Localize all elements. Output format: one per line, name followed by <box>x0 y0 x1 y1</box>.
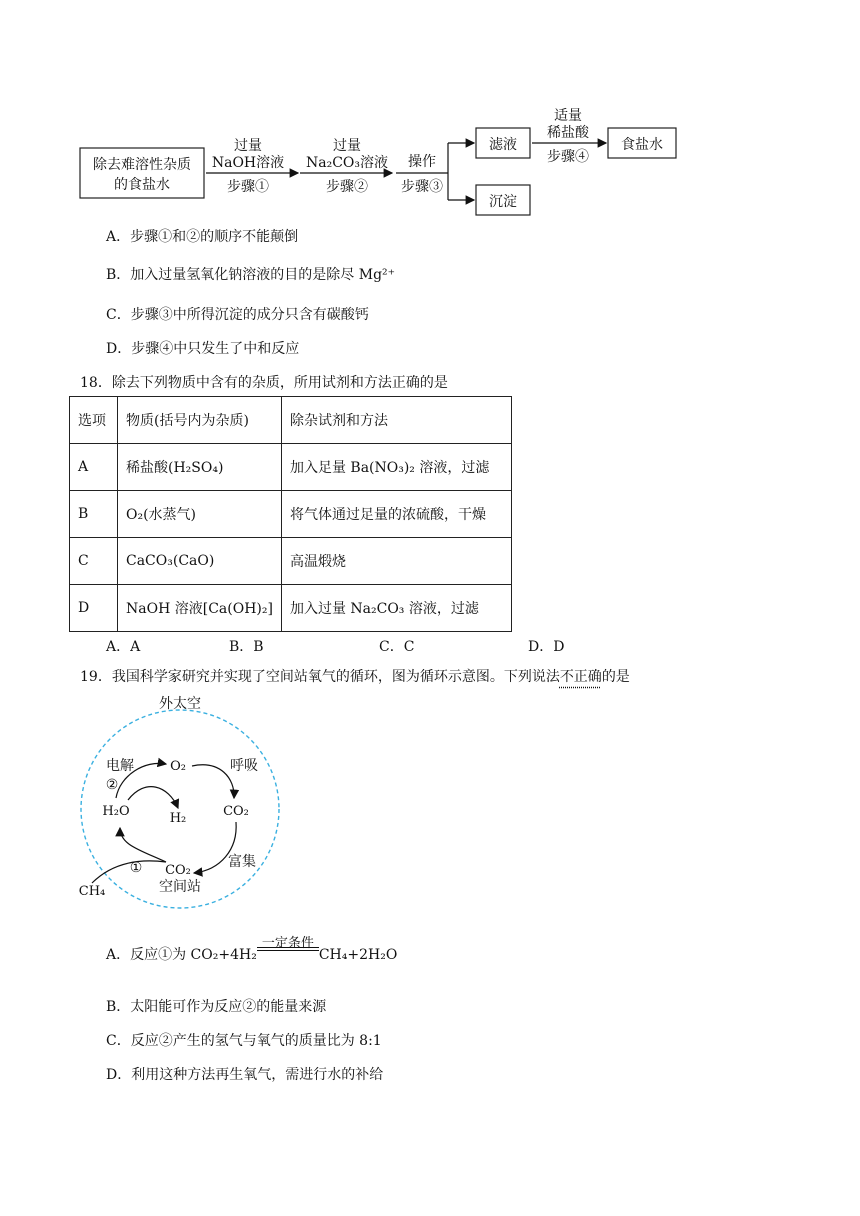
q17-option-d: D．步骤④中只发生了中和反应 <box>106 341 300 357</box>
q17-option-c: C．步骤③中所得沉淀的成分只含有碳酸钙 <box>106 307 369 323</box>
table-row <box>70 491 512 538</box>
table-header-cell: 除杂试剂和方法 <box>281 397 511 444</box>
table-cell: 高温煅烧 <box>281 538 511 585</box>
arrow-co2-to-h2o <box>120 828 166 862</box>
table-cell: B <box>70 491 118 538</box>
table-header-cell: 物质(括号内为杂质) <box>118 397 282 444</box>
q19-option-a-pre: A．反应①为 CO₂+4H₂ <box>106 947 257 963</box>
cycle-co2-right: CO₂ <box>223 804 249 819</box>
q18-table <box>69 396 512 632</box>
flow-precipitate: 沉淀 <box>489 194 517 210</box>
flow-a1-top2: NaOH溶液 <box>211 155 285 171</box>
cycle-h2: H₂ <box>169 811 187 826</box>
table-cell: O₂(水蒸气) <box>118 491 282 538</box>
flow-a3-top: 操作 <box>408 154 436 170</box>
flow-a2-top1: 过量 <box>333 138 361 154</box>
q18-answer-d: D．D <box>528 639 565 655</box>
q19-option-a-post: CH₄+2H₂O <box>318 947 398 963</box>
q18-stem: 18．除去下列物质中含有的杂质，所用试剂和方法正确的是 <box>80 375 448 391</box>
table-cell: NaOH 溶液[Ca(OH)₂] <box>118 585 282 632</box>
q17-option-b: B．加入过量氢氧化钠溶液的目的是除尽 Mg²⁺ <box>106 267 396 283</box>
q18-answer-c: C．C <box>379 639 415 655</box>
q18-answer-b: B．B <box>229 639 264 655</box>
q19-stem-pre: 19．我国科学家研究并实现了空间站氧气的循环，图为循环示意图。下列说法 <box>80 669 560 685</box>
table-cell: C <box>70 538 118 585</box>
flow-filtrate: 滤液 <box>489 137 517 153</box>
cycle-step2: ② <box>105 777 119 793</box>
flow-a1-top1: 过量 <box>234 138 262 154</box>
q17-option-a: A．步骤①和②的顺序不能颠倒 <box>106 229 299 245</box>
q19-option-b: B．太阳能可作为反应②的能量来源 <box>106 999 327 1015</box>
cycle-electrolysis: 电解 <box>106 758 134 774</box>
table-cell: 稀盐酸(H₂SO₄) <box>118 444 282 491</box>
cycle-outer-label: 外太空 <box>159 696 201 712</box>
reaction-condition-label: 一定条件 <box>261 936 314 951</box>
cycle-step1: ① <box>129 860 143 876</box>
flow-a4-top1: 适量 <box>554 108 582 124</box>
q19-stem <box>80 666 630 686</box>
table-cell: D <box>70 585 118 632</box>
table-row <box>70 538 512 585</box>
flow-a1-bot: 步骤① <box>227 179 269 195</box>
flow-a2-bot: 步骤② <box>326 179 368 195</box>
arrow-o2-to-co2 <box>192 765 234 798</box>
cycle-enrich: 富集 <box>228 854 256 870</box>
table-cell: A <box>70 444 118 491</box>
flow-a2-top2: Na₂CO₃溶液 <box>305 155 389 171</box>
flow-end: 食盐水 <box>621 137 663 153</box>
table-row <box>70 444 512 491</box>
cycle-diagram <box>70 690 300 910</box>
flow-a4-bot: 步骤④ <box>547 149 589 165</box>
cycle-h2o: H₂O <box>102 804 130 819</box>
cycle-breathe: 呼吸 <box>230 758 258 774</box>
q19-option-d: D．利用这种方法再生氧气，需进行水的补给 <box>106 1067 384 1083</box>
table-header-cell: 选项 <box>70 397 118 444</box>
table-header-row <box>70 397 512 444</box>
cycle-ch4: CH₄ <box>78 884 106 899</box>
reaction-condition <box>257 936 319 959</box>
table-cell: 将气体通过足量的浓硫酸，干燥 <box>281 491 511 538</box>
q19-option-a <box>106 936 398 964</box>
q19-stem-post: 的是 <box>601 669 630 685</box>
flow-start-line2: 的食盐水 <box>114 177 170 193</box>
table-cell: 加入足量 Ba(NO₃)₂ 溶液，过滤 <box>281 444 511 491</box>
q19-option-c: C．反应②产生的氢气与氧气的质量比为 8:1 <box>106 1033 382 1049</box>
q18-answer-a: A．A <box>106 639 141 655</box>
arrow-h2o-to-h2 <box>128 787 178 808</box>
flow-diagram <box>0 0 860 230</box>
cycle-station: 空间站 <box>159 879 201 895</box>
cycle-o2: O₂ <box>170 759 186 774</box>
table-cell: CaCO₃(CaO) <box>118 538 282 585</box>
cycle-co2-bottom: CO₂ <box>165 863 191 878</box>
q19-stem-emphasis: 不正确 <box>559 669 602 685</box>
flow-a3-bot: 步骤③ <box>401 179 443 195</box>
table-row <box>70 585 512 632</box>
flow-start-line1: 除去难溶性杂质 <box>93 157 191 173</box>
table-cell: 加入过量 Na₂CO₃ 溶液，过滤 <box>281 585 511 632</box>
flow-a4-top2: 稀盐酸 <box>547 125 589 141</box>
